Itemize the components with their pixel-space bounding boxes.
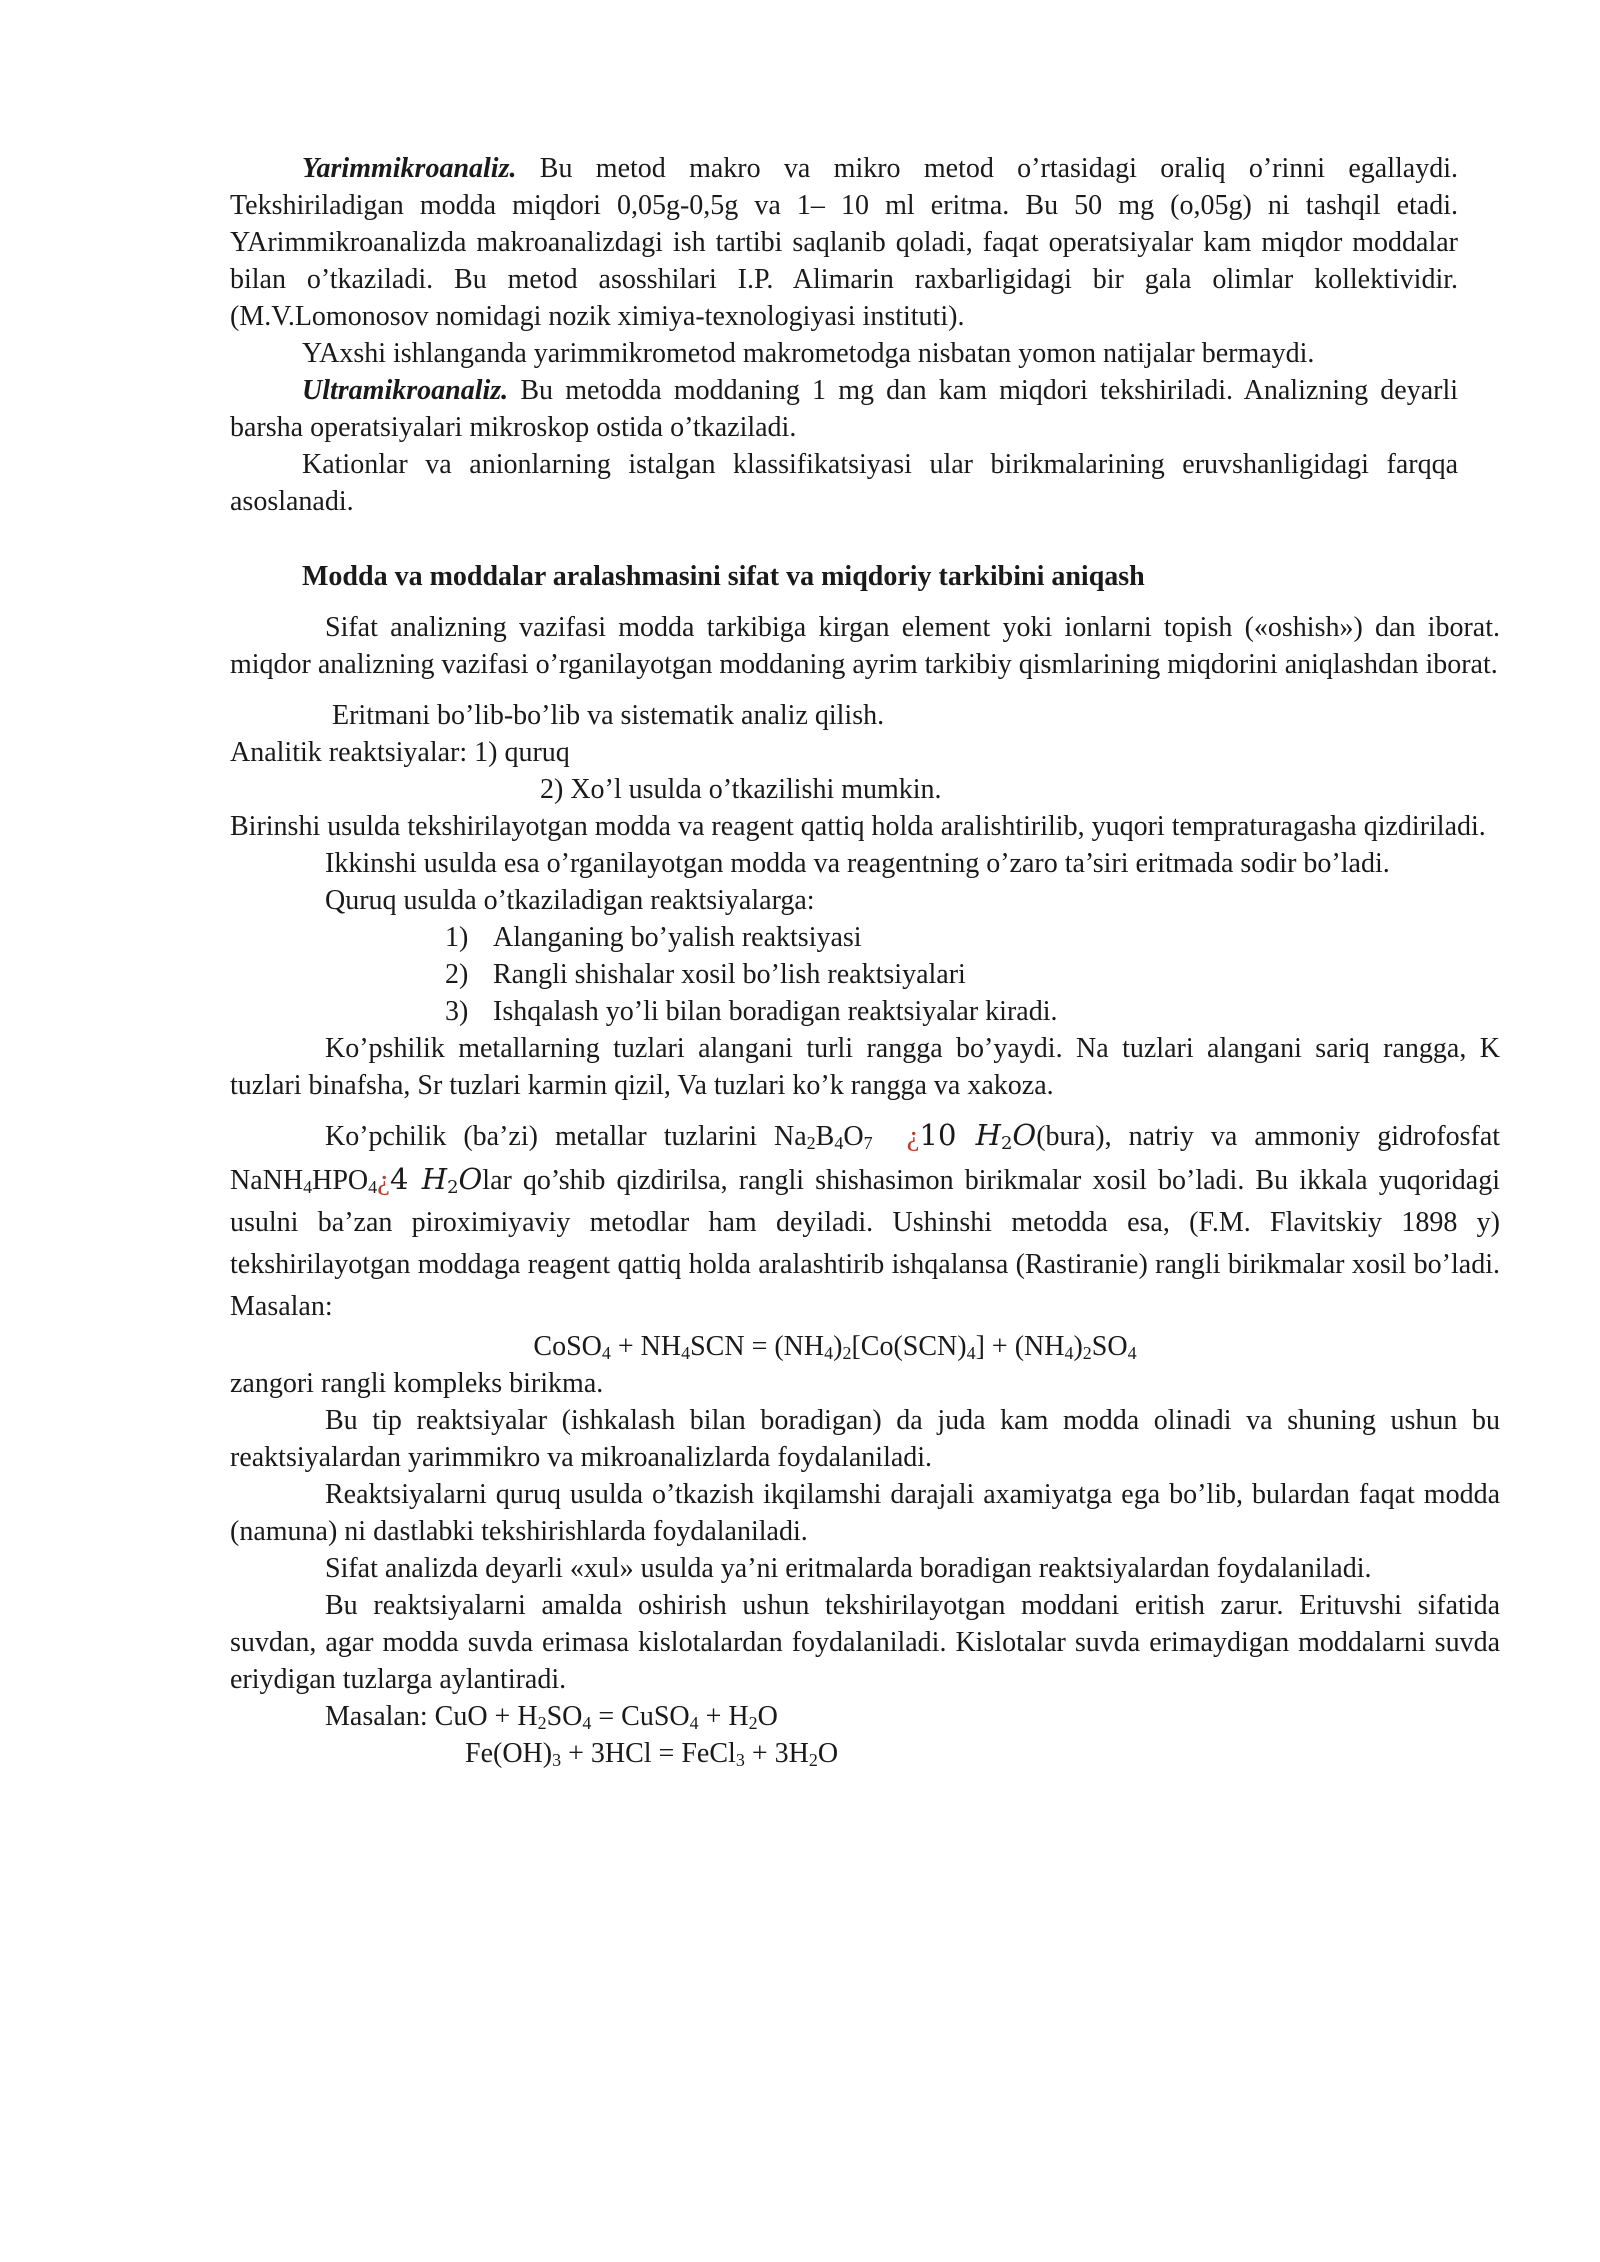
paragraph-semimicroanalysis: Yarimmikroanaliz. Bu metod makro va mikro metod o’rtasidagi oraliq o’rinni egallaydi. Tekshiriladigan modda miqdori 0,05g-0,5g va 1– 10 ml eritma. Bu 50 mg (o,05g) ni tashqil etadi. YArimmikroanalizda makroanalizdagi ish tartibi saqlanib qoladi, faqat operatsiyalar kam miqdor moddalar bilan o’tkaziladi. Bu metod asosshilari I.P. Alimarin raxbarligidagi bir gala olimlar kollektividir. (M.V.Lomonosov nomidagi nozik ximiya-texnologiyasi instituti). (230, 153, 1458, 332)
equation-cobalt-complex: CoSO$_4$ + $NH_4SCN = (NH_4)_2[Co(SCN)_4] + (NH_4)_2SO_4$ (533, 1331, 1137, 1363)
paragraph-flame-colors: Ko’pshilik metallarning tuzlari alangani turli rangga bo’yaydi. Na tuzlari alangani sariq rangga, K tuzlari binafsha, Sr tuzlari karmin qizil, Va tuzlari ko’k rangga va xakoza. (230, 1033, 1500, 1101)
document-page (230, 150, 1500, 1772)
section-heading: Modda va moddalar aralashmasini sifat va miqdoriy tarkibini aniqash (302, 561, 1145, 592)
paragraph-semimicro-quality: YAxshi ishlanganda yarimmikrometod makrometodga nisbatan yomon natijalar bermaydi. (302, 338, 1315, 369)
list-item: 3) Ishqalash yo’li bilan boradigan reaktsiyalar kiradi. (445, 996, 1058, 1027)
paragraph-blue-complex: zangori rangli kompleks birikma. (230, 1368, 604, 1399)
paragraph-borax: Ko’pchilik (ba’zi) metallar tuzlarini $Na_2B_4O_7$ ¿10 $H_2O(bura)$, natriy va ammoniy gidrofosfat $NaNH_4HPO_4¿4$ $H_2Olar$ qo’shib qizdirilsa, rangli shishasimon birikmalar xosil bo’ladi. Bu ikkala yuqoridagi usulni ba’zan piroximiyaviy metodlar ham deyiladi. Ushinshi metodda esa, (F.M. Flavitskiy 1898 y) tekshirilayotgan moddaga reagent qattiq holda aralashtirib ishqalansa (Rastiranie) rangli birikmalar xosil bo’ladi. Masalan: (230, 1118, 1501, 1322)
section-microanalysis (230, 150, 1458, 520)
paragraph-grinding-reactions: Bu tip reaktsiyalar (ishkalash bilan boradigan) da juda kam modda olinadi va shuning ushun bu reaktsiyalardan yarimmikro va mikroanalizlarda foydalaniladi. (230, 1405, 1500, 1473)
paragraph-dry-importance: Reaktsiyalarni quruq usulda o’tkazish ikqilamshi darajali axamiyatga ega bo’lib, bulardan faqat modda (namuna) ni dastlabki tekshirishlarda foydalaniladi. (230, 1479, 1500, 1547)
term-semimicroanalysis: Yarimmikroanaliz. (302, 153, 517, 184)
paragraph-dissolution: Bu reaktsiyalarni amalda oshirish ushun tekshirilayotgan moddani eritish zarur. Erituvshi sifatida suvdan, agar modda suvda erimasa kislotalardan foydalaniladi. Kislotalar suvda erimaydigan moddalarni suvda eriydigan tuzlarga aylantiradi. (230, 1590, 1500, 1695)
paragraph-solution-analysis: Eritmani bo’lib-bo’lib va sistematik analiz qilish. (332, 700, 885, 731)
equation-iron-chloride: $Fe(OH)_3 + 3HCl$ = FeCl$_3$ + $3H_2O$ (465, 1738, 839, 1770)
list-item: 2) Rangli shishalar xosil bo’lish reaktsiyalari (445, 959, 966, 990)
paragraph-classification: Kationlar va anionlarning istalgan klassifikatsiyasi ular birikmalarining eruvshanligidagi farqqa asoslanadi. (230, 449, 1458, 517)
paragraph-dry-reactions: Quruq usulda o’tkaziladigan reaktsiyalarga: (325, 885, 815, 916)
borax-water-formula: ¿10 $H_2O$ (906, 1118, 1037, 1154)
phosphate-water-formula: ¿4 $H_2O$ (377, 1162, 483, 1198)
paragraph-analytic-reactions: Analitik reaktsiyalar: 1) quruq (230, 737, 570, 768)
dry-reactions-list (230, 919, 1500, 1030)
equation-copper-sulfate: Masalan: CuO + $H_2SO_4$ = CuSO$_4$ + $H_2O$ (325, 1701, 778, 1733)
paragraph-qualitative-task: Sifat analizning vazifasi modda tarkibiga kirgan element yoki ionlarni topish («oshish») dan iborat. miqdor analizning vazifasi o’rganilayotgan moddaning ayrim tarkibiy qismlarining miqdorini aniqlashdan iborat. (230, 612, 1500, 680)
paragraph-wet-reactions: Sifat analizda deyarli «xul» usulda ya’ni eritmalarda boradigan reaktsiyalardan foydalaniladi. (325, 1553, 1372, 1584)
paragraph-ultramicroanalysis: Ultramikroanaliz. Bu metodda moddaning 1 mg dan kam miqdori tekshiriladi. Analizning deyarli barsha operatsiyalari mikroskop ostida o’tkaziladi. (230, 375, 1458, 443)
paragraph-first-method: Birinshi usulda tekshirilayotgan modda va reagent qattiq holda aralishtirilib, yuqori tempraturagasha qizdiriladi. (230, 811, 1486, 842)
paragraph-wet-method: 2) Xo’l usulda o’tkazilishi mumkin. (540, 774, 942, 805)
paragraph-second-method: Ikkinshi usulda esa o’rganilayotgan modda va reagentning o’zaro ta’siri eritmada sodir bo’ladi. (325, 848, 1390, 879)
term-ultramicroanalysis: Ultramikroanaliz. (302, 375, 509, 406)
list-item: 1) Alanganing bo’yalish reaktsiyasi (445, 922, 862, 953)
